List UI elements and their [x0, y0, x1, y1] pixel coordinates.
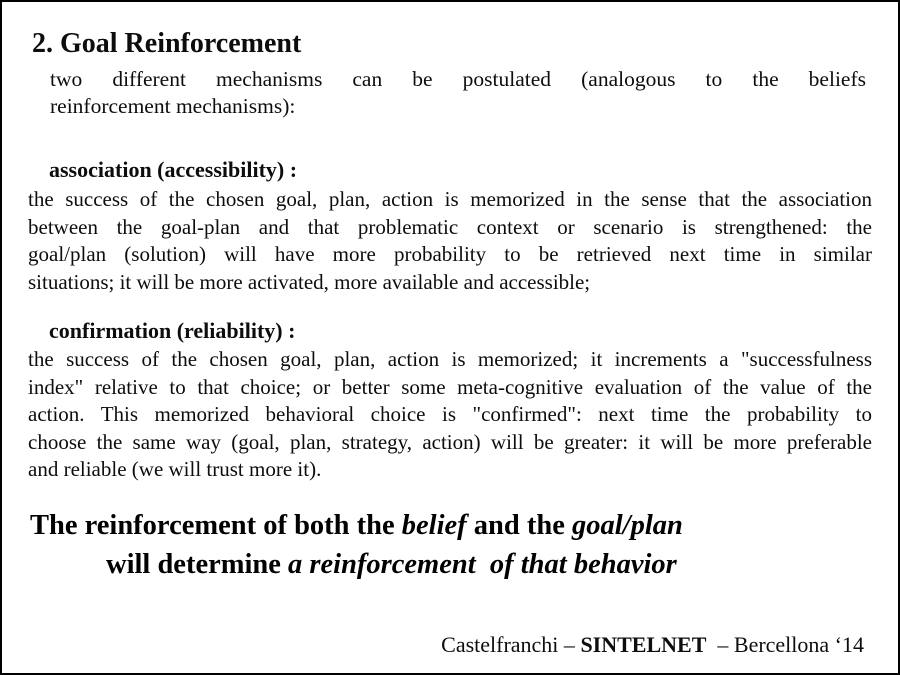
- body-line: between the goal-plan and that problematic context or scenario is strengthened: the: [28, 214, 872, 239]
- conclusion-line-1: [30, 510, 683, 542]
- footer-venue: – Bercellona ‘14: [706, 632, 864, 657]
- conclusion-emphasis-belief: belief: [401, 510, 467, 541]
- section-heading-association: association (accessibility) :: [49, 157, 298, 182]
- section-heading-confirmation: confirmation (reliability) :: [49, 318, 296, 343]
- body-line: the success of the chosen goal, plan, action is memorized; it increments a "successfulness: [28, 347, 872, 371]
- body-line: goal/plan (solution) will have more probability to be retrieved next time in similar: [28, 242, 872, 266]
- body-line: situations; it will be more activated, more available and accessible;: [28, 269, 591, 294]
- conclusion-text: The reinforcement of both the: [30, 510, 402, 541]
- body-line: the success of the chosen goal, plan, action is memorized in the sense that the association: [28, 187, 872, 211]
- body-line: index" relative to that choice; or better some meta-cognitive evaluation of the value of the: [28, 374, 872, 399]
- conclusion-text: will determine: [106, 549, 289, 580]
- body-line: choose the same way (goal, plan, strategy, action) will be greater: it will be more preferable: [28, 429, 872, 454]
- association-body-paragraph: [28, 186, 872, 296]
- conclusion-emphasis-behavior: a reinforcement of that behavior: [288, 549, 677, 580]
- body-line: and reliable (we will trust more it).: [28, 457, 322, 481]
- conclusion-text: and the: [466, 510, 572, 541]
- confirmation-body-paragraph: [28, 346, 872, 484]
- slide-title: 2. Goal Reinforcement: [32, 28, 302, 59]
- footer-brand: SINTELNET: [580, 632, 707, 657]
- intro-paragraph: [50, 66, 866, 120]
- intro-line: reinforcement mechanisms):: [50, 94, 296, 118]
- conclusion-emphasis-goal-plan: goal/plan: [572, 510, 683, 541]
- intro-line: two different mechanisms can be postulated (analogous to the beliefs: [50, 67, 866, 91]
- body-line: action. This memorized behavioral choice is "confirmed": next time the probability to: [28, 402, 872, 426]
- footer-credit: [441, 632, 864, 658]
- conclusion-line-2: [106, 549, 677, 581]
- footer-author: Castelfranchi –: [441, 632, 581, 657]
